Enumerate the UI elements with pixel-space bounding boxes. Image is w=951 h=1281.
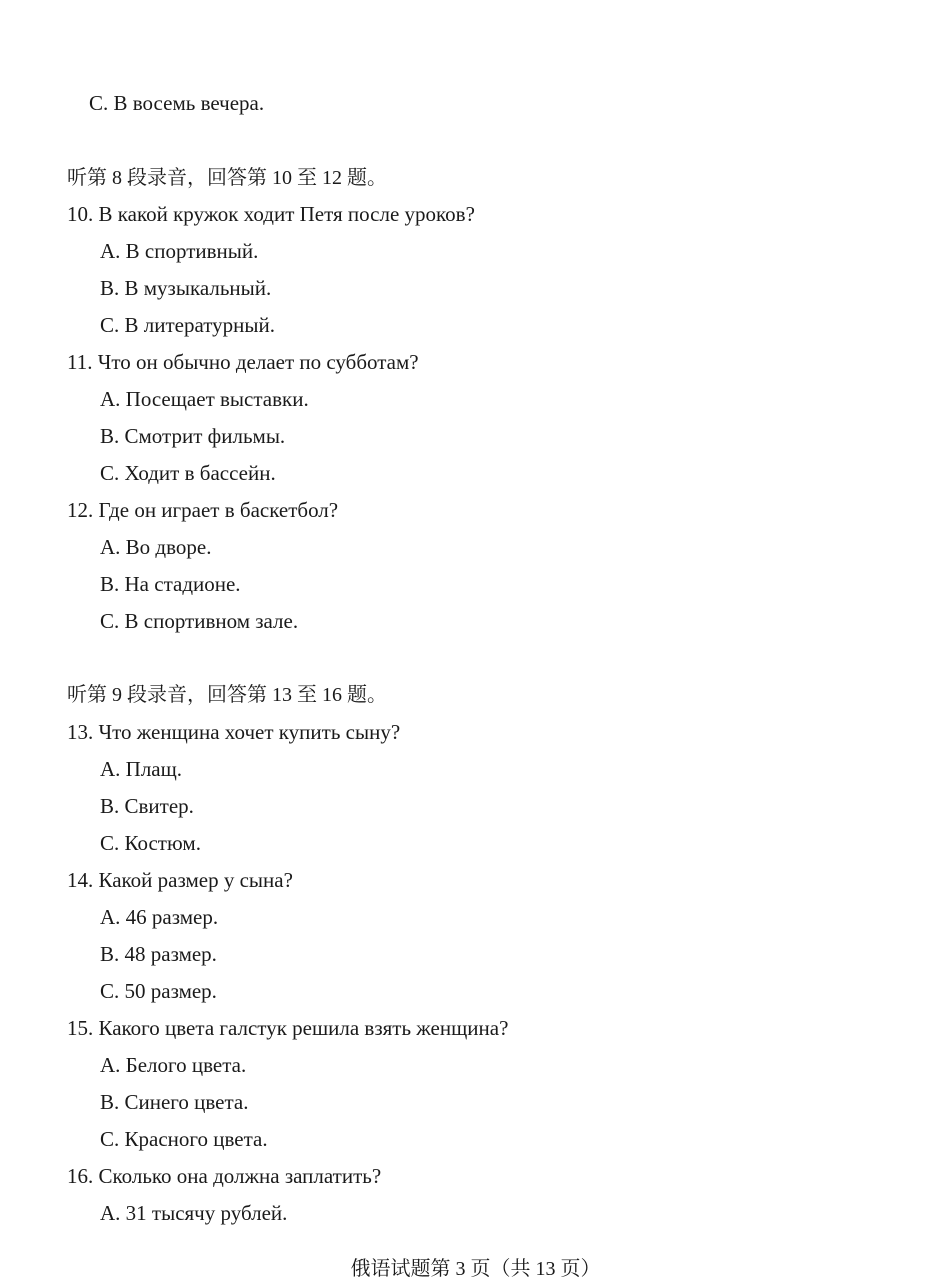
question-11-option-c: C. Ходит в бассейн. (100, 461, 276, 485)
question-14-option-c: C. 50 размер. (100, 979, 217, 1003)
page-footer: 俄语试题第 3 页（共 13 页） (350, 1258, 601, 1280)
question-12: 12. Где он играет в баскетбол? (67, 498, 339, 522)
question-10: 10. В какой кружок ходит Петя после уроков? (67, 202, 475, 226)
question-11-option-b: B. Смотрит фильмы. (100, 424, 286, 448)
question-12-option-a: A. Во дворе. (100, 535, 212, 559)
question-16-option-a: A. 31 тысячу рублей. (100, 1201, 288, 1225)
question-13-option-c: C. Костюм. (100, 831, 201, 855)
question-10-option-b: B. В музыкальный. (100, 276, 272, 300)
question-12-option-c: C. В спортивном зале. (100, 609, 299, 633)
section-heading-9: 听第 9 段录音，回答第 13 至 16 题。 (67, 684, 387, 706)
question-15-option-b: B. Синего цвета. (100, 1090, 249, 1114)
question-15: 15. Какого цвета галстук решила взять женщина? (67, 1016, 509, 1040)
option-prev-c: C. В восемь вечера. (89, 91, 265, 115)
question-14-option-b: B. 48 размер. (100, 942, 217, 966)
question-15-option-a: A. Белого цвета. (100, 1053, 247, 1077)
question-13: 13. Что женщина хочет купить сыну? (67, 720, 401, 744)
question-11: 11. Что он обычно делает по субботам? (67, 350, 419, 374)
section-heading-8: 听第 8 段录音，回答第 10 至 12 题。 (67, 167, 387, 189)
question-14: 14. Какой размер у сына? (67, 868, 293, 892)
question-10-option-c: C. В литературный. (100, 313, 275, 337)
question-15-option-c: C. Красного цвета. (100, 1127, 268, 1151)
question-16: 16. Сколько она должна заплатить? (67, 1164, 382, 1188)
question-11-option-a: A. Посещает выставки. (100, 387, 309, 411)
question-13-option-b: B. Свитер. (100, 794, 194, 818)
question-14-option-a: A. 46 размер. (100, 905, 219, 929)
question-13-option-a: A. Плащ. (100, 757, 183, 781)
question-12-option-b: B. На стадионе. (100, 572, 241, 596)
question-10-option-a: A. В спортивный. (100, 239, 259, 263)
